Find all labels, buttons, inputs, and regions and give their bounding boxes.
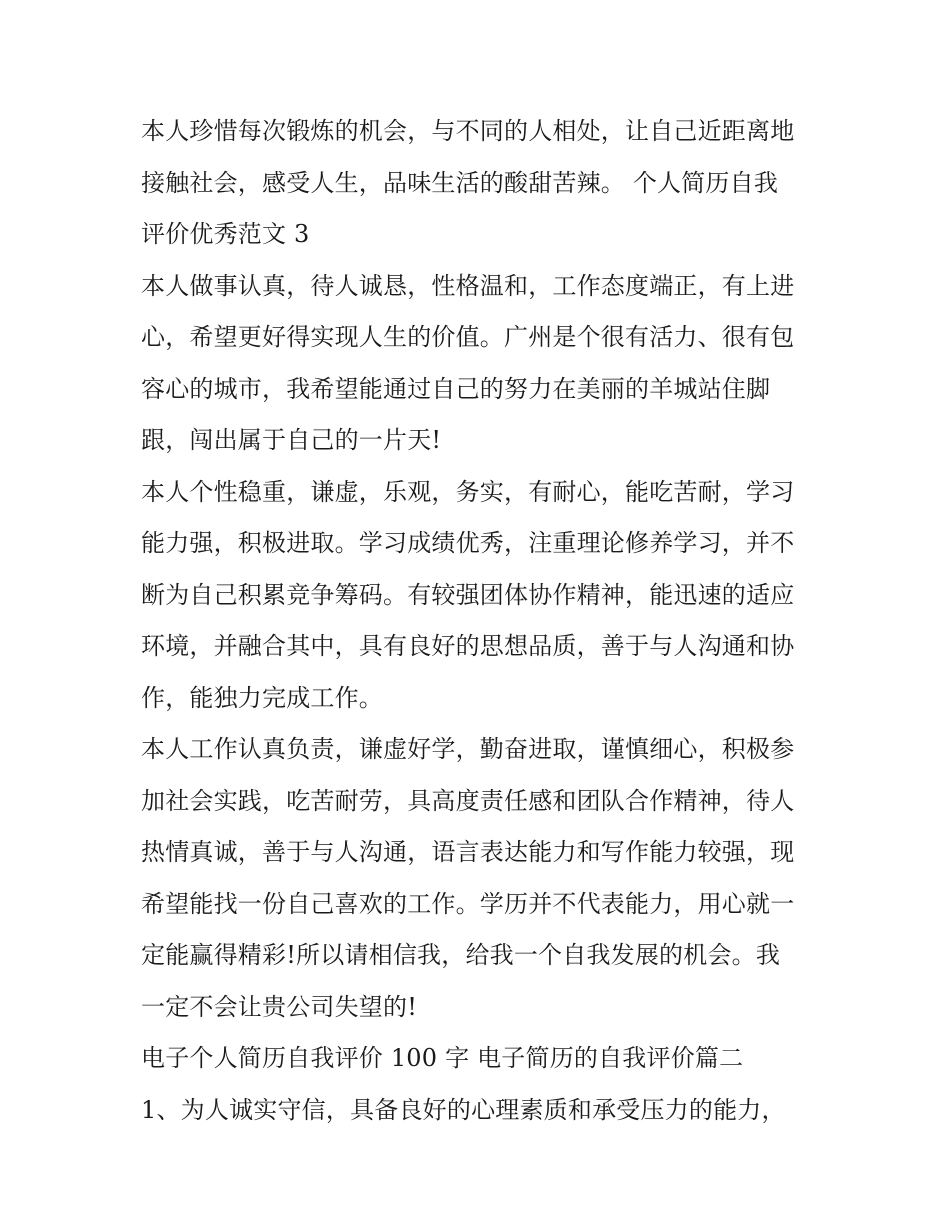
text-line: 断为自己积累竞争筹码。有较强团体协作精神，能迅速的适应 [141,580,795,609]
text-line: 跟，闯出属于自己的一片天! [141,426,442,454]
document-body [141,106,821,1136]
text-line: 一定不会让贵公司失望的! [141,992,418,1021]
text-line: 希望能找一份自己喜欢的工作。学历并不代表能力，用心就一 [141,889,795,918]
text-line: 评价优秀范文 3 [141,220,310,248]
text-line: 作，能独力完成工作。 [141,683,383,712]
text-line: 1、为人诚实守信，具备良好的心理素质和承受压力的能力， [141,1095,786,1124]
text-line: 电子个人简历自我评价 100 字 电子简历的自我评价篇二 [141,1044,744,1072]
text-line: 接触社会，感受人生，品味生活的酸甜苦辣。 个人简历自我 [141,168,779,197]
text-line: 心，希望更好得实现人生的价值。广州是个很有活力、很有包 [141,323,795,351]
text-line: 本人个性稳重，谦虚，乐观，务实，有耐心，能吃苦耐，学习 [141,477,795,506]
text-line: 环境，并融合其中，具有良好的思想品质，善于与人沟通和协 [141,632,795,660]
text-line: 本人做事认真，待人诚恳，性格温和，工作态度端正，有上进 [141,271,795,300]
text-line: 加社会实践，吃苦耐劳，具高度责任感和团队合作精神，待人 [141,786,795,815]
text-line: 本人珍惜每次锻炼的机会，与不同的人相处，让自己近距离地 [141,117,795,145]
text-line: 热情真诚，善于与人沟通，语言表达能力和写作能力较强，现 [141,838,795,866]
text-line: 容心的城市，我希望能通过自己的努力在美丽的羊城站住脚 [141,374,771,403]
text-line: 能力强，积极进取。学习成绩优秀，注重理论修养学习，并不 [141,529,795,557]
text-line: 本人工作认真负责，谦虚好学，勤奋进取，谨慎细心，积极参 [141,735,795,763]
text-line: 定能赢得精彩!所以请相信我，给我一个自我发展的机会。我 [141,941,781,969]
